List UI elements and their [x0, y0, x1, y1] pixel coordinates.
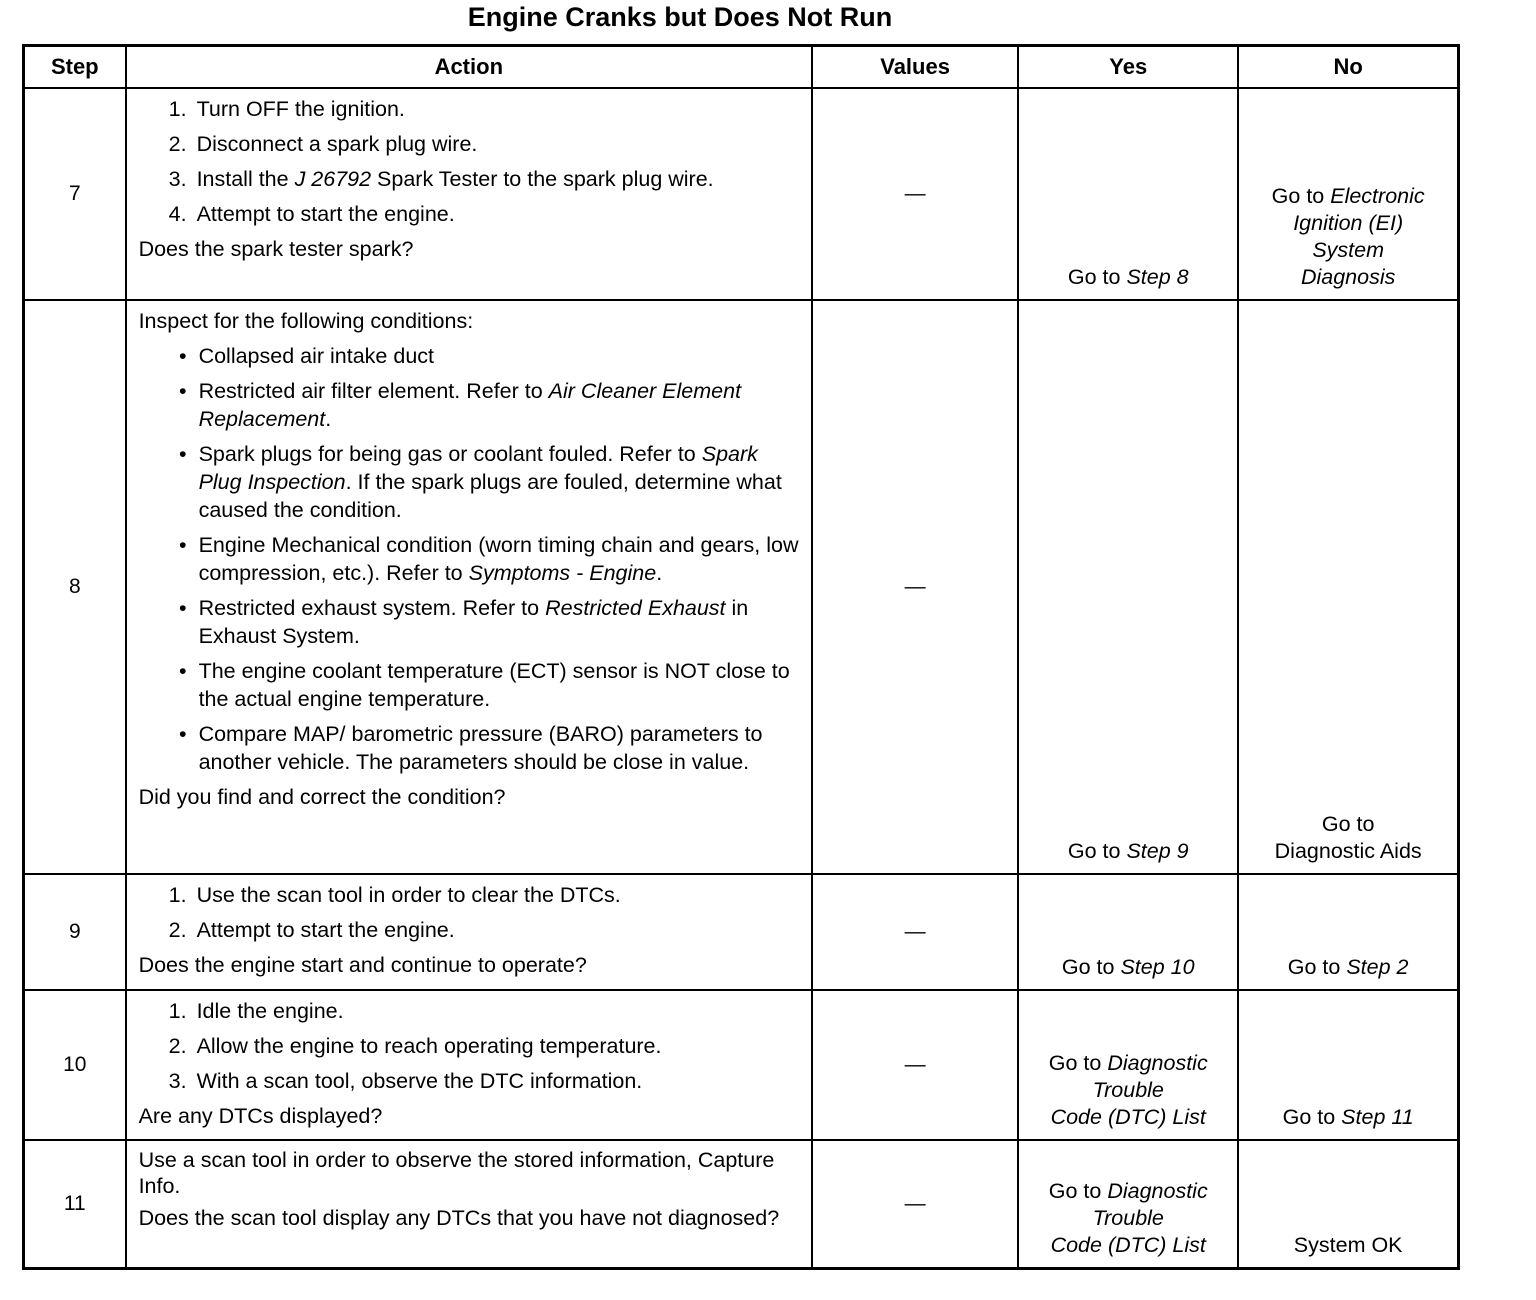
question: Does the spark tester spark?	[138, 237, 414, 261]
bullet-item: • Compare MAP/ barometric pressure (BARO) parameters to another vehicle. The parameters should be close in value.	[179, 722, 763, 774]
step-link: Step 2	[1346, 955, 1409, 979]
step-number: 9	[24, 874, 126, 990]
header-action: Action	[126, 46, 812, 89]
question: Did you find and correct the condition?	[138, 785, 506, 809]
yes-cell: Go to Step 8	[1018, 88, 1238, 300]
action-cell	[126, 300, 812, 874]
value-cell: —	[812, 88, 1018, 300]
table-row-step-10	[24, 990, 1459, 1140]
tool-reference: J 26792	[294, 167, 372, 191]
list-item: 2. Allow the engine to reach operating temperature.	[168, 1034, 662, 1058]
step-number: 11	[24, 1140, 126, 1268]
table-row-step-8	[24, 300, 1459, 874]
intro-text: Inspect for the following conditions:	[138, 309, 474, 333]
question: Does the scan tool display any DTCs that you have not diagnosed?	[138, 1206, 780, 1230]
bullet-item: • The engine coolant temperature (ECT) sensor is NOT close to the actual engine temperature.	[179, 659, 790, 711]
list-item: 1. Turn OFF the ignition.	[168, 97, 405, 121]
list-item: 3. Install the J 26792 Spark Tester to the spark plug wire.	[168, 167, 714, 191]
no-cell: System OK	[1238, 1140, 1458, 1268]
list-item: 3. With a scan tool, observe the DTC information.	[168, 1069, 643, 1093]
table-row-step-7	[24, 88, 1459, 300]
value-cell: —	[812, 874, 1018, 990]
value-cell: —	[812, 990, 1018, 1140]
table-row-step-9	[24, 874, 1459, 990]
bullet-item: • Engine Mechanical condition (worn timing chain and gears, low compression, etc.). Refer to Symptoms - Engine.	[179, 533, 799, 585]
no-cell: Go to Step 11	[1238, 990, 1458, 1140]
step-link: Step 8	[1126, 265, 1189, 289]
table-row-step-11	[24, 1140, 1459, 1268]
step-link: Step 10	[1120, 955, 1195, 979]
header-yes: Yes	[1018, 46, 1238, 89]
bullet-item: • Restricted exhaust system. Refer to Restricted Exhaust in Exhaust System.	[179, 596, 749, 648]
action-cell	[126, 990, 812, 1140]
action-cell	[126, 1140, 812, 1268]
list-item: 2. Disconnect a spark plug wire.	[168, 132, 478, 156]
yes-cell: Go to Step 10	[1018, 874, 1238, 990]
page-title: Engine Cranks but Does Not Run	[467, 2, 893, 32]
action-cell	[126, 874, 812, 990]
question: Does the engine start and continue to operate?	[138, 953, 587, 977]
step-number: 7	[24, 88, 126, 300]
step-link: Step 9	[1126, 839, 1189, 863]
list-item: 1. Use the scan tool in order to clear the DTCs.	[168, 883, 621, 907]
diagnostic-table	[22, 44, 1460, 1270]
header-values: Values	[812, 46, 1018, 89]
header-row	[24, 46, 1459, 89]
action-cell	[126, 88, 812, 300]
yes-cell: Go to Step 9	[1018, 300, 1238, 874]
step-link: Step 11	[1341, 1105, 1414, 1129]
bullet-item: • Restricted air filter element. Refer to Air Cleaner Element Replacement.	[179, 379, 742, 431]
header-no: No	[1238, 46, 1458, 89]
header-step: Step	[24, 46, 126, 89]
step-number: 10	[24, 990, 126, 1140]
no-cell: Go to Electronic Ignition (EI) System Diagnosis	[1238, 88, 1458, 300]
value-cell: —	[812, 1140, 1018, 1268]
no-cell: Go to Step 2	[1238, 874, 1458, 990]
bullet-item: • Collapsed air intake duct	[179, 344, 435, 368]
no-cell: Go to Diagnostic Aids	[1238, 300, 1458, 874]
list-item: 2. Attempt to start the engine.	[168, 918, 455, 942]
list-item: 1. Idle the engine.	[168, 999, 344, 1023]
action-text: Use a scan tool in order to observe the stored information, Capture Info.	[138, 1148, 775, 1198]
yes-cell: Go to Diagnostic Trouble Code (DTC) List	[1018, 1140, 1238, 1268]
step-number: 8	[24, 300, 126, 874]
value-cell: —	[812, 300, 1018, 874]
question: Are any DTCs displayed?	[138, 1104, 383, 1128]
yes-cell: Go to Diagnostic Trouble Code (DTC) List	[1018, 990, 1238, 1140]
list-item: 4. Attempt to start the engine.	[168, 202, 455, 226]
bullet-item: • Spark plugs for being gas or coolant fouled. Refer to Spark Plug Inspection. If the spark plugs are fouled, determine what caused the condition.	[179, 442, 782, 522]
